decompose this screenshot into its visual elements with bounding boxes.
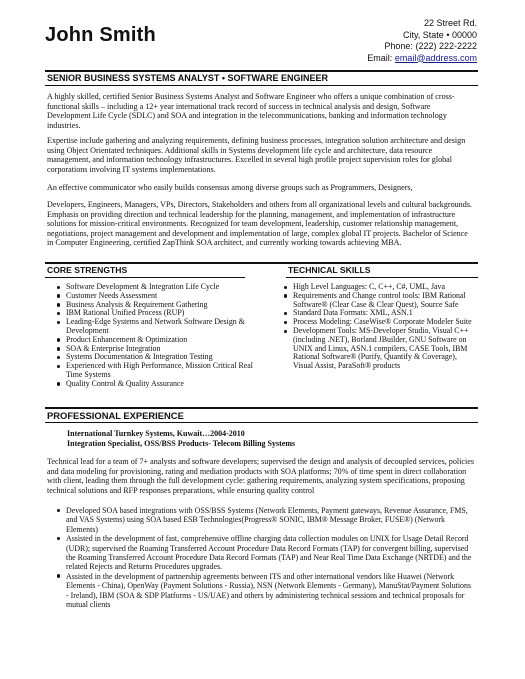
phone-number: (222) 222-2222 bbox=[415, 41, 477, 51]
email-label: Email: bbox=[367, 52, 393, 63]
skills-rule bbox=[45, 262, 478, 264]
experience-rule bbox=[45, 407, 478, 409]
contact-block bbox=[367, 18, 477, 64]
list-item: Requirements and Change control tools: IBM Rational Software® (Clear Case & Clear Quest), Source Safe bbox=[282, 292, 478, 310]
title-underline bbox=[45, 85, 478, 86]
list-item: Process Modeling: CaseWise® Corporate Modeler Suite bbox=[282, 318, 478, 327]
experience-bullets bbox=[55, 506, 475, 609]
list-item: Business Analysis & Requirement Gathering bbox=[55, 301, 255, 310]
experience-description: Technical lead for a team of 7+ analysts and software developers; supervised the design and analysis of decoupled services, policies and data modeling for provisioning, rating and mediation products with SOA platforms; 70% of time spent in direct collaboration with client, leading them through the full development cycle: gathering requirements, analyzing system specifications, proposing technical solutions and RFP responses preparations, while ensuring quality control bbox=[47, 457, 474, 495]
list-item: SOA & Enterprise Integration bbox=[55, 345, 255, 354]
list-item: IBM Rational Unified Process (RUP) bbox=[55, 309, 255, 318]
list-item: Development Tools: MS-Developer Studio, Visual C++ (including .NET), Borland JBuilder, GNU Software on UNIX and Linux, ASN.1 compilers, CASE Tools, IBM Rational Software® (Purify, Quantify & Coverage), Visual Assist, ParaSoft® products bbox=[282, 327, 478, 371]
summary-paragraph-3: An effective communicator who easily builds consensus among diverse groups such as Programmers, Designers, bbox=[47, 183, 413, 192]
list-item: Developed SOA based integrations with OSS/BSS Systems (Network Elements, Payment gateways, Revenue Assurance, FMS, and VAS Systems) using SOA based ESB Technologies(Progress® SONIC, IBM® Message Broker, FUSE®) (Network Elements) bbox=[55, 506, 475, 534]
header-rule bbox=[45, 70, 478, 72]
technical-skills-heading: TECHNICAL SKILLS bbox=[288, 265, 371, 275]
city-state: City, State • 00000 bbox=[402, 29, 477, 40]
company-line: International Turnkey Systems, Kuwait…2004-2010 bbox=[67, 429, 245, 438]
technical-skills-list bbox=[282, 283, 478, 371]
experience-heading: PROFESSIONAL EXPERIENCE bbox=[47, 410, 184, 421]
street-address: 22 Street Rd. bbox=[423, 18, 477, 28]
core-strengths-heading: CORE STRENGTHS bbox=[47, 265, 128, 275]
core-strengths-list bbox=[55, 283, 255, 389]
candidate-name: John Smith bbox=[45, 24, 156, 46]
list-item: Standard Data Formats: XML, ASN.1 bbox=[282, 309, 478, 318]
list-item: Customer Needs Assessment bbox=[55, 292, 255, 301]
phone-label: Phone: bbox=[384, 41, 413, 51]
list-item: Assisted in the development of fast, comprehensive offline charging data collection modules on UNIX for Usage Detail Record (UDR); supervised the Roaming Transferred Account Procedure Data Record Formats (TAP) for convergent billing, supervised the Roaming Transferred Account Procedure Data Record Formats (TAP) and Near Real Time Data Exchange (NRTDE) and the related Rejects and Returns Procedures upgrades. bbox=[55, 534, 475, 572]
list-item: Assisted in the development of partnership agreements between ITS and other international vendors like Huawei (Network Elements - China), OpenWay (Payment Solutions - Russia), NSN (Network Elements - Germany), ManuStat/Payment Solutions - Ireland), IBM (SOA & SDP Platforms - US/UAE) and others by administering technical sessions and technical proposals for mutual clients bbox=[55, 572, 475, 610]
list-item: Software Development & Integration Life Cycle bbox=[55, 283, 255, 292]
core-strengths-underline bbox=[45, 277, 245, 278]
email-line bbox=[367, 53, 477, 65]
experience-company bbox=[67, 429, 407, 448]
phone-line bbox=[367, 41, 477, 53]
list-item: Experienced with High Performance, Mission Critical Real Time Systems bbox=[55, 362, 255, 380]
role-line: Integration Specialist, OSS/BSS Products- Telecom Billing Systems bbox=[67, 438, 296, 448]
list-item: Product Enhancement & Optimization bbox=[55, 336, 255, 345]
list-item: Leading-Edge Systems and Network Software Design & Development bbox=[55, 318, 255, 336]
email-link[interactable]: email@address.com bbox=[394, 52, 477, 63]
list-item: High Level Languages: C, C++, C#, UML, Java bbox=[282, 283, 478, 292]
list-item: Quality Control & Quality Assurance bbox=[55, 380, 255, 389]
technical-skills-underline bbox=[286, 277, 478, 278]
experience-underline bbox=[45, 422, 478, 423]
title-bar: SENIOR BUSINESS SYSTEMS ANALYST • SOFTWARE ENGINEER bbox=[47, 73, 329, 83]
summary-paragraph-4: Developers, Engineers, Managers, VPs, Directors, Stakeholders and others from all organizational levels and cultural backgrounds. Emphasis on providing direction and technical leadership for the planning, management, and implementation of infrastructure solutions for mission-critical environments. Recognized for team development, leadership, customer relationship management, negotiations, project management and development and implementation of large, complex global IT projects. Bachelor of Science in Computer Engineering, certified ZapThink SOA architect, and currently working towards achieving MBA. bbox=[47, 200, 472, 248]
list-item: Systems Documentation & Integration Testing bbox=[55, 353, 255, 362]
summary-paragraph-1: A highly skilled, certified Senior Business Systems Analyst and Software Engineer who offers a unique combination of cross-functional skills – including a 12+ year international track record of success in technical analysis and design, Software Development Life Cycle (SDLC) and SOA and integration in the telecommunications, banking and information technology industries. bbox=[47, 92, 455, 130]
summary-paragraph-2: Expertise include gathering and analyzing requirements, defining business processes, integration solution architecture and design using Object Orientated techniques. Additional skills in Systems development life cycle and architecture, data resource management, and information technology infrastructures. Excelled in several high profile project supervision roles for global corporations involving IT systems implementations. bbox=[47, 136, 466, 174]
